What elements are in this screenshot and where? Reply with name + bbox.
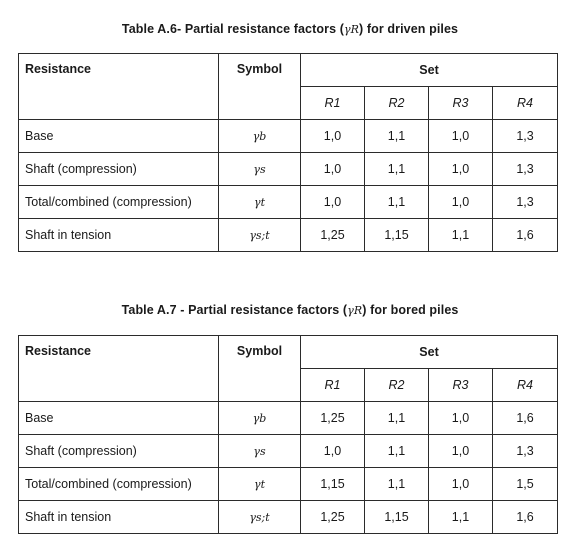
cell-value: 1,15	[365, 219, 429, 252]
cell-resistance: Shaft (compression)	[19, 153, 219, 186]
cell-symbol: γs	[219, 435, 301, 468]
caption-text: Table A.7 - Partial resistance factors (	[121, 303, 348, 317]
header-symbol: Symbol	[219, 336, 301, 402]
table-row	[19, 120, 558, 153]
cell-value: 1,0	[301, 435, 365, 468]
header-set-r3: R3	[429, 369, 493, 402]
cell-value: 1,1	[365, 120, 429, 153]
header-resistance: Resistance	[19, 54, 219, 120]
cell-value: 1,0	[429, 468, 493, 501]
caption-text: Table A.6- Partial resistance factors (	[121, 22, 344, 36]
cell-value: 1,0	[429, 120, 493, 153]
cell-value: 1,1	[365, 153, 429, 186]
cell-symbol: γb	[219, 402, 301, 435]
table-a7	[18, 335, 558, 534]
table-header-row	[19, 54, 558, 87]
table-header-row	[19, 336, 558, 369]
caption-symbol: γR	[347, 304, 363, 317]
table-row	[19, 186, 558, 219]
cell-value: 1,0	[301, 120, 365, 153]
cell-value: 1,15	[365, 501, 429, 534]
cell-value: 1,3	[493, 120, 558, 153]
cell-resistance: Base	[19, 120, 219, 153]
table-row	[19, 435, 558, 468]
cell-value: 1,5	[493, 468, 558, 501]
cell-value: 1,25	[301, 219, 365, 252]
cell-symbol: γt	[219, 186, 301, 219]
cell-value: 1,6	[493, 501, 558, 534]
cell-value: 1,1	[365, 435, 429, 468]
cell-value: 1,1	[365, 402, 429, 435]
header-set-r4: R4	[493, 369, 558, 402]
cell-resistance: Shaft (compression)	[19, 435, 219, 468]
cell-symbol: γt	[219, 468, 301, 501]
cell-value: 1,25	[301, 501, 365, 534]
table-row	[19, 153, 558, 186]
cell-value: 1,3	[493, 186, 558, 219]
cell-value: 1,3	[493, 153, 558, 186]
cell-symbol: γs;t	[219, 501, 301, 534]
header-set-r4: R4	[493, 87, 558, 120]
cell-value: 1,6	[493, 402, 558, 435]
table-row	[19, 402, 558, 435]
cell-symbol: γs;t	[219, 219, 301, 252]
table-a7-caption	[0, 303, 580, 317]
header-set-r2: R2	[365, 369, 429, 402]
table-row	[19, 501, 558, 534]
header-set: Set	[301, 54, 558, 87]
cell-resistance: Shaft in tension	[19, 501, 219, 534]
header-set-r3: R3	[429, 87, 493, 120]
caption-text: ) for bored piles	[362, 303, 459, 317]
cell-value: 1,1	[429, 501, 493, 534]
cell-value: 1,0	[301, 153, 365, 186]
header-set-r2: R2	[365, 87, 429, 120]
cell-value: 1,6	[493, 219, 558, 252]
caption-symbol: γR	[343, 23, 360, 36]
cell-value: 1,0	[429, 402, 493, 435]
cell-value: 1,25	[301, 402, 365, 435]
header-symbol: Symbol	[219, 54, 301, 120]
cell-value: 1,1	[365, 468, 429, 501]
cell-symbol: γs	[219, 153, 301, 186]
cell-value: 1,0	[429, 186, 493, 219]
cell-symbol: γb	[219, 120, 301, 153]
header-set: Set	[301, 336, 558, 369]
table-a6	[18, 53, 558, 252]
table-a6-caption	[0, 22, 580, 36]
cell-value: 1,0	[429, 153, 493, 186]
header-set-r1: R1	[301, 369, 365, 402]
header-resistance: Resistance	[19, 336, 219, 402]
cell-resistance: Base	[19, 402, 219, 435]
header-set-r1: R1	[301, 87, 365, 120]
cell-value: 1,0	[429, 435, 493, 468]
cell-resistance: Shaft in tension	[19, 219, 219, 252]
cell-resistance: Total/combined (compression)	[19, 186, 219, 219]
cell-value: 1,0	[301, 186, 365, 219]
cell-resistance: Total/combined (compression)	[19, 468, 219, 501]
cell-value: 1,3	[493, 435, 558, 468]
caption-text: ) for driven piles	[359, 22, 459, 36]
cell-value: 1,1	[429, 219, 493, 252]
table-row	[19, 468, 558, 501]
cell-value: 1,15	[301, 468, 365, 501]
cell-value: 1,1	[365, 186, 429, 219]
table-row	[19, 219, 558, 252]
